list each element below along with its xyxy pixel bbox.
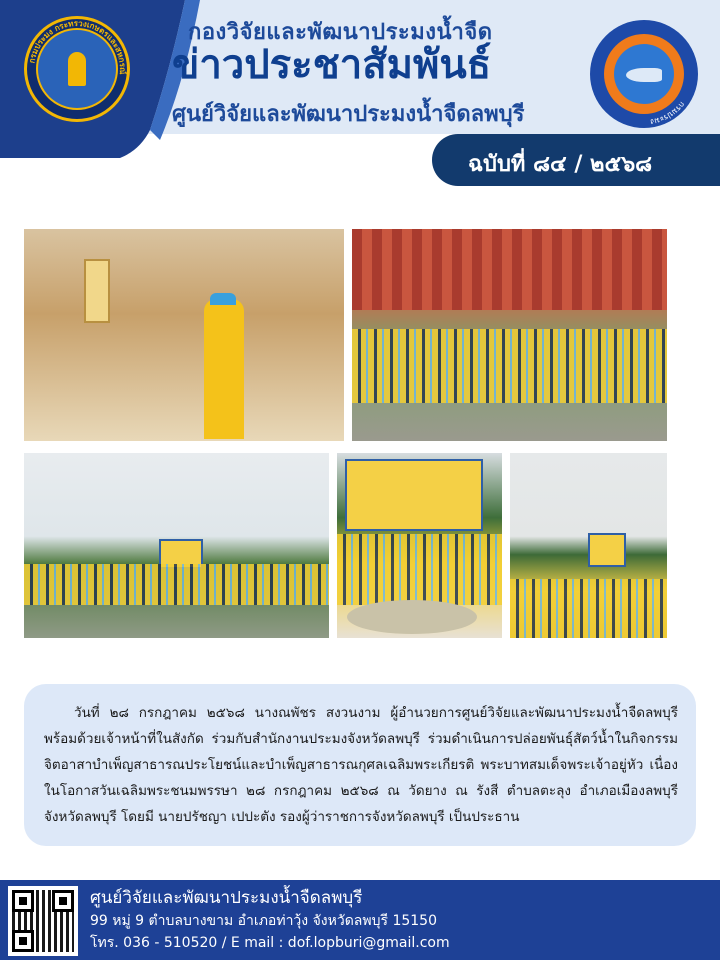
footer-address: 99 หมู่ 9 ตำบลบางขาม อำเภอท่าวุ้ง จังหวัดลพบุรี 15150 bbox=[90, 913, 437, 929]
photo-ceremony-altar bbox=[24, 229, 344, 441]
event-banner-large bbox=[345, 459, 483, 531]
qr-finder-top-left bbox=[12, 890, 34, 912]
altar-portrait bbox=[84, 259, 110, 323]
news-description: วันที่ ๒๘ กรกฎาคม ๒๕๖๘ นางณพัชร สงวนงาม ผู้อำนวยการศูนย์วิจัยและพัฒนาประมงน้ำจืดลพบุรี พร้อมด้วยเจ้าหน้าที่ในสังกัด ร่วมกับสำนักงานประมงจังหวัดลพบุรี ร่วมดำเนินการปล่อยพันธุ์สัตว์น้ำในกิจกรรมจิตอาสาบำเพ็ญสาธารณประโยชน์และบำเพ็ญสาธารณกุศลเฉลิมพระเกียรติ พระบาทสมเด็จพระเจ้าอยู่หัว เนื่องในโอกาสวันเฉลิมพระชนมพรรษา ๒๘ กรกฎาคม ๒๕๖๘ ณ วัดยาง ณ รังสี ตำบลตะลุง อำเภอเมืองลพบุรี จังหวัดลพบุรี โดยมี นายปรัชญา เปปะตัง รองผู้ว่าราชการจังหวัดลพบุรี เป็นประธาน bbox=[44, 705, 678, 825]
svg-text:กรมประมง กระทรวงเกษตรและสหกรณ์: กรมประมง กระทรวงเกษตรและสหกรณ์ bbox=[27, 18, 128, 75]
crowd-group bbox=[510, 579, 667, 638]
qr-code-icon[interactable] bbox=[8, 886, 78, 956]
division-title: กองวิจัยและพัฒนาประมงน้ำจืด bbox=[188, 20, 493, 45]
photo-field-gathering bbox=[24, 453, 329, 638]
issue-number: ฉบับที่ ๘๔ / ๒๕๖๘ bbox=[468, 152, 653, 177]
emblem-ring-text bbox=[590, 20, 698, 128]
officials-group bbox=[337, 534, 502, 604]
pavilion-roof bbox=[352, 229, 667, 310]
svg-text:กรมประมง: กรมประมง bbox=[649, 99, 687, 127]
footer-org-name: ศูนย์วิจัยและพัฒนาประมงน้ำจืดลพบุรี bbox=[90, 888, 363, 908]
fisheries-emblem-logo bbox=[590, 20, 698, 128]
page-title: ข่าวประชาสัมพันธ์ bbox=[172, 42, 492, 88]
event-banner-small bbox=[588, 533, 626, 567]
qr-finder-bottom-left bbox=[12, 930, 34, 952]
water-basin bbox=[347, 600, 477, 634]
staff-rows bbox=[352, 329, 667, 403]
photo-staff-assembly bbox=[352, 229, 667, 441]
cap-icon bbox=[210, 293, 236, 305]
department-of-fisheries-logo bbox=[24, 16, 130, 122]
photo-flag-group bbox=[510, 453, 667, 638]
footer-contact[interactable]: โทร. 036 - 510520 / E mail : dof.lopburi@gmail.com bbox=[90, 935, 450, 951]
logo-ring-text bbox=[24, 16, 130, 122]
participants-row bbox=[24, 564, 329, 605]
qr-finder-top-right bbox=[52, 890, 74, 912]
photo-fish-release-basin bbox=[337, 453, 502, 638]
center-title: ศูนย์วิจัยและพัฒนาประมงน้ำจืดลพบุรี bbox=[172, 102, 525, 127]
person-figure bbox=[204, 299, 244, 439]
